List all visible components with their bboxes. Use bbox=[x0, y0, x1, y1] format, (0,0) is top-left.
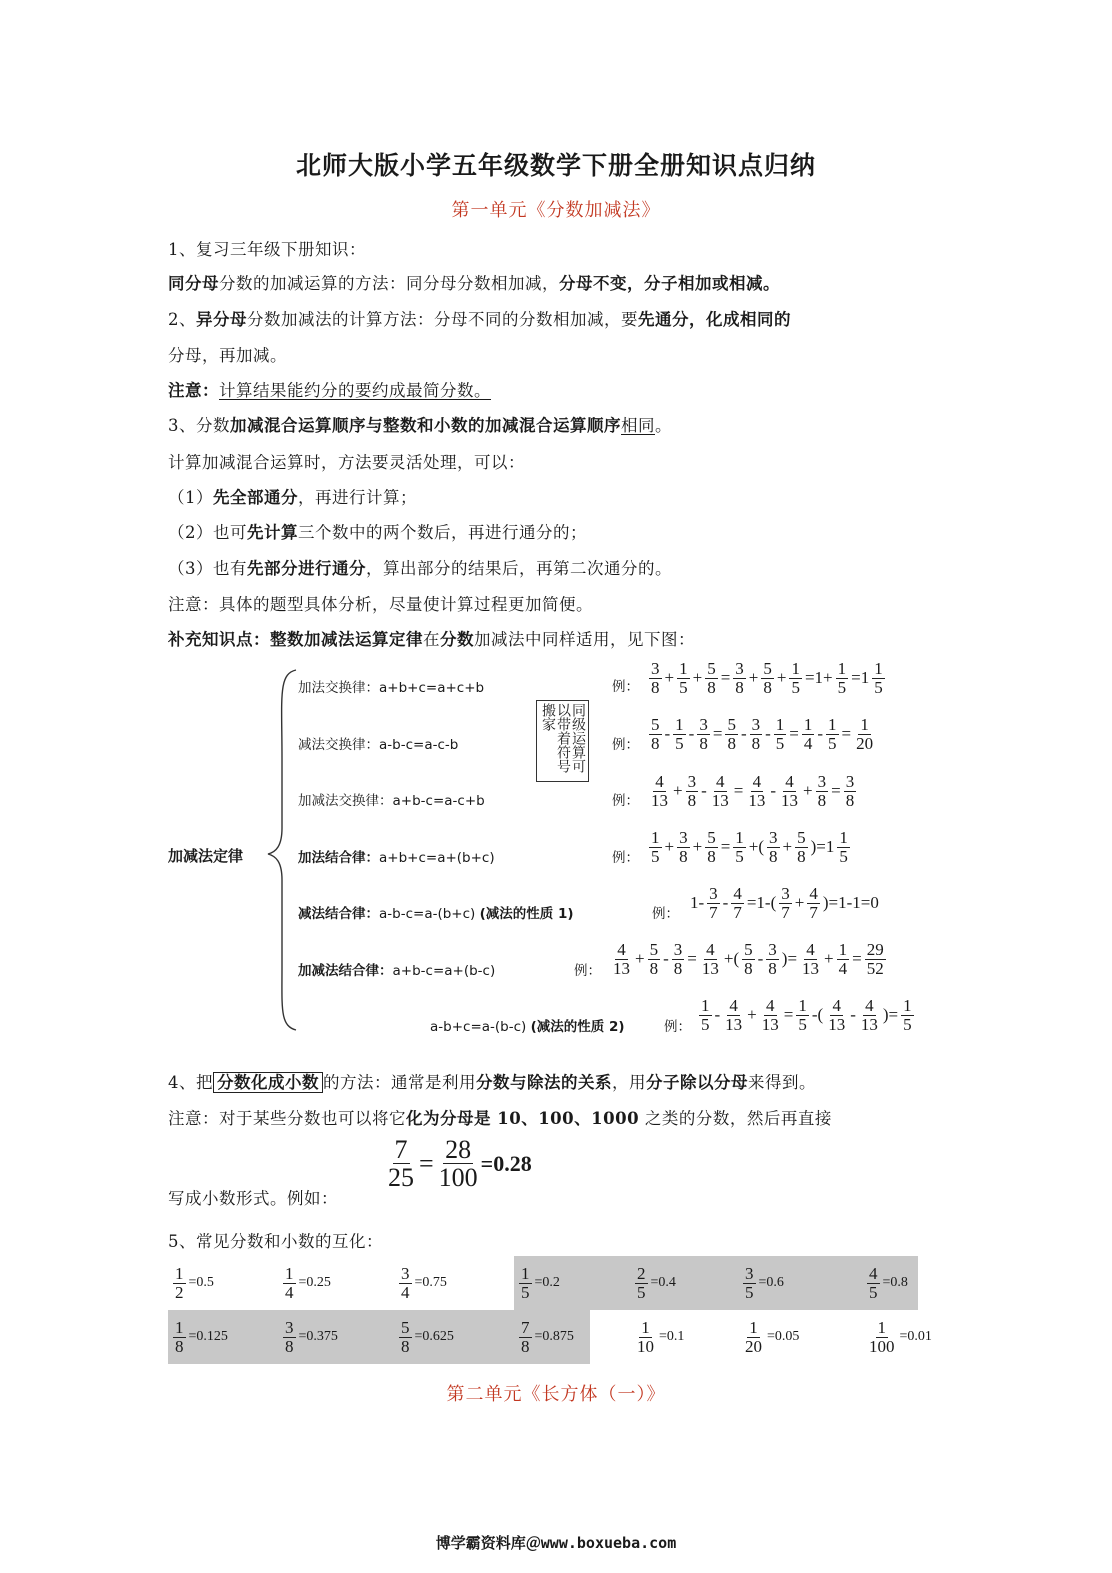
law-addsub-commutative: 加减法交换律：a+b-c=a-c+b bbox=[298, 793, 485, 809]
fraction: $\frac{1}{100}$ bbox=[869, 1317, 895, 1356]
conversion-cell bbox=[518, 1256, 560, 1310]
point-1-text bbox=[168, 270, 780, 294]
decimal-value: =0.875 bbox=[534, 1329, 574, 1344]
bold-term: 先计算 bbox=[247, 523, 298, 542]
decimal-value: =0.1 bbox=[659, 1329, 685, 1344]
law-sub-commutative: 减法交换律：a-b-c=a-c-b bbox=[298, 737, 459, 753]
conversion-cell bbox=[282, 1256, 331, 1310]
fraction: $\frac{7}{8}$ bbox=[521, 1317, 530, 1356]
fraction: $\frac{2}{5}$ bbox=[637, 1263, 646, 1302]
brace-icon bbox=[266, 668, 300, 1032]
law-formula: a-b+c=a-(b-c) bbox=[430, 1019, 527, 1035]
text-span: 加减法中同样适用，见下图： bbox=[474, 630, 695, 649]
example-label: 例： bbox=[612, 793, 639, 809]
point-2-text bbox=[168, 306, 791, 330]
example-3: $\frac{4}{13}$ + $\frac{3}{8}$ - $\frac{4}{13}$ = $\frac{4}{13}$ - $\frac{4}{13}$ + $\frac{3}{8}$ = $\frac{3}{8}$ bbox=[651, 772, 855, 810]
text-span: ，再进行计算； bbox=[298, 488, 417, 507]
unit-1-heading: 第一单元《分数加减法》 bbox=[451, 200, 661, 221]
bold-term: 同分母 bbox=[168, 274, 219, 293]
example-1: $\frac{3}{8}$ + $\frac{1}{5}$ + $\frac{5}{8}$ = $\frac{3}{8}$ + $\frac{5}{8}$ + $\frac{1}{5}$ =1+ $\frac{1}{5}$ =1 $\frac{1}{5}$ bbox=[651, 659, 883, 697]
example-label: 例： bbox=[664, 1019, 691, 1035]
fraction: $\frac{1}{8}$ bbox=[175, 1317, 184, 1356]
note-3-cont: 写成小数形式。例如： bbox=[168, 1189, 338, 1208]
fraction: $\frac{1}{20}$ bbox=[745, 1317, 762, 1356]
conversion-cell bbox=[742, 1256, 784, 1310]
example-6: $\frac{4}{13}$ + $\frac{5}{8}$ - $\frac{3}{8}$ = $\frac{4}{13}$ +( $\frac{5}{8}$ - $\frac{3}{8}$ )= $\frac{4}{13}$ + $\frac{1}{4}$ = $\frac{29}{52}$ bbox=[613, 940, 884, 978]
decimal-value: =0.4 bbox=[650, 1275, 676, 1290]
denominator: 25 bbox=[388, 1163, 414, 1193]
conversion-cell bbox=[398, 1256, 447, 1310]
page-title: 北师大版小学五年级数学下册全册知识点归纳 bbox=[295, 151, 816, 180]
conversion-cell bbox=[172, 1256, 214, 1310]
laws-group-label: 加减法定律 bbox=[168, 847, 244, 865]
denominator: 100 bbox=[438, 1163, 478, 1193]
point-1-heading: 1、复习三年级下册知识： bbox=[168, 240, 366, 259]
method-3 bbox=[168, 555, 672, 579]
law-formula: a+b-c=a+(b-c) bbox=[392, 963, 496, 979]
decimal-value: =0.75 bbox=[414, 1275, 447, 1290]
law-add-associative bbox=[298, 846, 495, 866]
example-label: 例： bbox=[612, 737, 639, 753]
bold-term: 分数与除法的关系 bbox=[476, 1073, 612, 1092]
law-sub-property-2 bbox=[430, 1015, 625, 1035]
numerator: 28 bbox=[445, 1135, 472, 1164]
note-box: 同级运算可以带着符号搬家 bbox=[536, 700, 589, 782]
example-4: $\frac{1}{5}$ + $\frac{3}{8}$ + $\frac{5}{8}$ = $\frac{1}{5}$ +( $\frac{3}{8}$ + $\frac{5}{8}$ )=1 $\frac{1}{5}$ bbox=[651, 828, 848, 866]
unit-2-heading: 第二单元《长方体（一）》 bbox=[446, 1384, 666, 1405]
conversion-cell bbox=[172, 1310, 228, 1364]
underlined-text: 相同 bbox=[621, 416, 655, 435]
law-add-commutative: 加法交换律：a+b+c=a+c+b bbox=[298, 680, 485, 696]
conversion-example: $\frac{7}{25}$ = $\frac{28}{100}$ =0.28 bbox=[388, 1135, 532, 1193]
example-label: 例： bbox=[612, 850, 639, 866]
fraction: $\frac{1}{5}$ bbox=[521, 1263, 530, 1302]
conversion-cell bbox=[634, 1310, 684, 1364]
conversion-cell bbox=[634, 1256, 676, 1310]
point-2-text-cont: 分母，再加减。 bbox=[168, 346, 287, 365]
bold-term: 分母不变，分子相加或相减。 bbox=[559, 274, 780, 293]
example-label: 例： bbox=[652, 906, 679, 922]
law-name: 加减法结合律： bbox=[298, 963, 393, 979]
example-7: $\frac{1}{5}$ - $\frac{4}{13}$ + $\frac{4}{13}$ = $\frac{1}{5}$ -( $\frac{4}{13}$ - $\frac{4}{13}$ )= $\frac{1}{5}$ bbox=[701, 996, 912, 1034]
fraction: $\frac{1}{2}$ bbox=[175, 1263, 184, 1302]
bold-term: 先全部通分 bbox=[213, 488, 298, 507]
bold-term: 先通分，化成相同的 bbox=[638, 310, 791, 329]
note-1 bbox=[168, 377, 491, 401]
fraction: $\frac{1}{10}$ bbox=[637, 1317, 654, 1356]
point-5-heading: 5、常见分数和小数的互化： bbox=[168, 1232, 383, 1251]
decimal-value: =0.01 bbox=[899, 1329, 932, 1344]
decimal-value: =0.2 bbox=[534, 1275, 560, 1290]
law-name: 减法结合律： bbox=[298, 906, 379, 922]
text-span: 分数加减法的计算方法：分母不同的分数相加减，要 bbox=[247, 310, 638, 329]
text-span: ，算出部分的结果后，再第二次通分的。 bbox=[366, 559, 672, 578]
example-2: $\frac{5}{8}$ - $\frac{1}{5}$ - $\frac{3}{8}$ = $\frac{5}{8}$ - $\frac{3}{8}$ - $\frac{1}{5}$ = $\frac{1}{4}$ - $\frac{1}{5}$ = $\frac{1}{20}$ bbox=[651, 715, 874, 753]
fraction: $\frac{3}{5}$ bbox=[745, 1263, 754, 1302]
law-name: 加法结合律： bbox=[298, 850, 379, 866]
bold-term: 注意： bbox=[168, 381, 219, 400]
text-span: 。 bbox=[655, 416, 672, 435]
note-2: 注意：具体的题型具体分析，尽量使计算过程更加简便。 bbox=[168, 595, 593, 614]
fraction: $\frac{3}{8}$ bbox=[285, 1317, 294, 1356]
law-note: (减法的性质 2) bbox=[530, 1019, 625, 1035]
text-span: （2）也可 bbox=[168, 523, 247, 542]
text-span: 注意：对于某些分数也可以将它 bbox=[168, 1109, 406, 1128]
supplement bbox=[168, 626, 695, 650]
text-span: 4、把 bbox=[168, 1073, 213, 1092]
conversion-cell bbox=[518, 1310, 574, 1364]
text-span: 之类的分数，然后再直接 bbox=[639, 1109, 832, 1128]
decimal-value: =0.625 bbox=[414, 1329, 454, 1344]
law-note: (减法的性质 1) bbox=[479, 906, 574, 922]
text-span: 的方法：通常是利用 bbox=[323, 1073, 476, 1092]
point-3-method: 计算加减混合运算时，方法要灵活处理，可以： bbox=[168, 453, 525, 472]
decimal-value: =0.25 bbox=[298, 1275, 331, 1290]
example-label: 例： bbox=[574, 963, 601, 979]
text-span: 2、 bbox=[168, 310, 196, 329]
bold-term: 化为分母是 10、100、1000 bbox=[406, 1109, 640, 1128]
point-3-text bbox=[168, 412, 672, 436]
point-4-text bbox=[168, 1069, 816, 1093]
text-span: 三个数中的两个数后，再进行通分的； bbox=[298, 523, 587, 542]
conversion-cell bbox=[866, 1256, 908, 1310]
bold-term: 整数加减法运算定律 bbox=[270, 630, 423, 649]
decimal-value: =0.6 bbox=[758, 1275, 784, 1290]
text-span: 分数的加减运算的方法：同分母分数相加减， bbox=[219, 274, 559, 293]
text-span: ，用 bbox=[612, 1073, 646, 1092]
text-span: 来得到。 bbox=[748, 1073, 816, 1092]
law-sub-associative bbox=[298, 902, 574, 922]
decimal-value: =0.125 bbox=[188, 1329, 228, 1344]
text-span: 3、分数 bbox=[168, 416, 230, 435]
law-formula: a-b-c=a-(b+c) bbox=[379, 906, 476, 922]
example-5: 1- $\frac{3}{7}$ - $\frac{4}{7}$ =1-( $\frac{3}{7}$ + $\frac{4}{7}$ )=1-1=0 bbox=[690, 884, 879, 922]
method-2 bbox=[168, 519, 587, 543]
conversion-cell bbox=[282, 1310, 338, 1364]
fraction: $\frac{5}{8}$ bbox=[401, 1317, 410, 1356]
fraction: $\frac{3}{4}$ bbox=[401, 1263, 410, 1302]
bold-term: 加减混合运算顺序与整数和小数的加减混合运算顺序 bbox=[230, 416, 621, 435]
fraction: $\frac{4}{5}$ bbox=[869, 1263, 878, 1302]
fraction: $\frac{1}{4}$ bbox=[285, 1263, 294, 1302]
conversion-cell bbox=[398, 1310, 454, 1364]
underlined-text: 计算结果能约分的要约成最简分数。 bbox=[219, 381, 491, 400]
decimal-value: =0.8 bbox=[882, 1275, 908, 1290]
footer: 博学霸资料库＠www.boxueba.com bbox=[435, 1534, 677, 1552]
conversion-cell bbox=[742, 1310, 799, 1364]
method-1 bbox=[168, 484, 417, 508]
numerator: 7 bbox=[394, 1135, 408, 1164]
bold-term: 补充知识点： bbox=[168, 630, 270, 649]
result: =0.28 bbox=[480, 1150, 532, 1176]
boxed-term: 分数化成小数 bbox=[213, 1072, 323, 1093]
law-formula: a+b+c=a+(b+c) bbox=[379, 850, 495, 866]
text-span: （1） bbox=[168, 488, 213, 507]
decimal-value: =0.05 bbox=[767, 1329, 800, 1344]
law-addsub-associative bbox=[298, 959, 495, 979]
decimal-value: =0.375 bbox=[298, 1329, 338, 1344]
shade-row-1 bbox=[514, 1256, 918, 1310]
bold-term: 分数 bbox=[440, 630, 474, 649]
conversion-cell bbox=[866, 1310, 932, 1364]
example-label: 例： bbox=[612, 679, 639, 695]
decimal-value: =0.5 bbox=[188, 1275, 214, 1290]
note-3 bbox=[168, 1105, 832, 1129]
bold-term: 异分母 bbox=[196, 310, 247, 329]
bold-term: 先部分进行通分 bbox=[247, 559, 366, 578]
text-span: 在 bbox=[423, 630, 440, 649]
text-span: （3）也有 bbox=[168, 559, 247, 578]
bold-term: 分子除以分母 bbox=[646, 1073, 748, 1092]
